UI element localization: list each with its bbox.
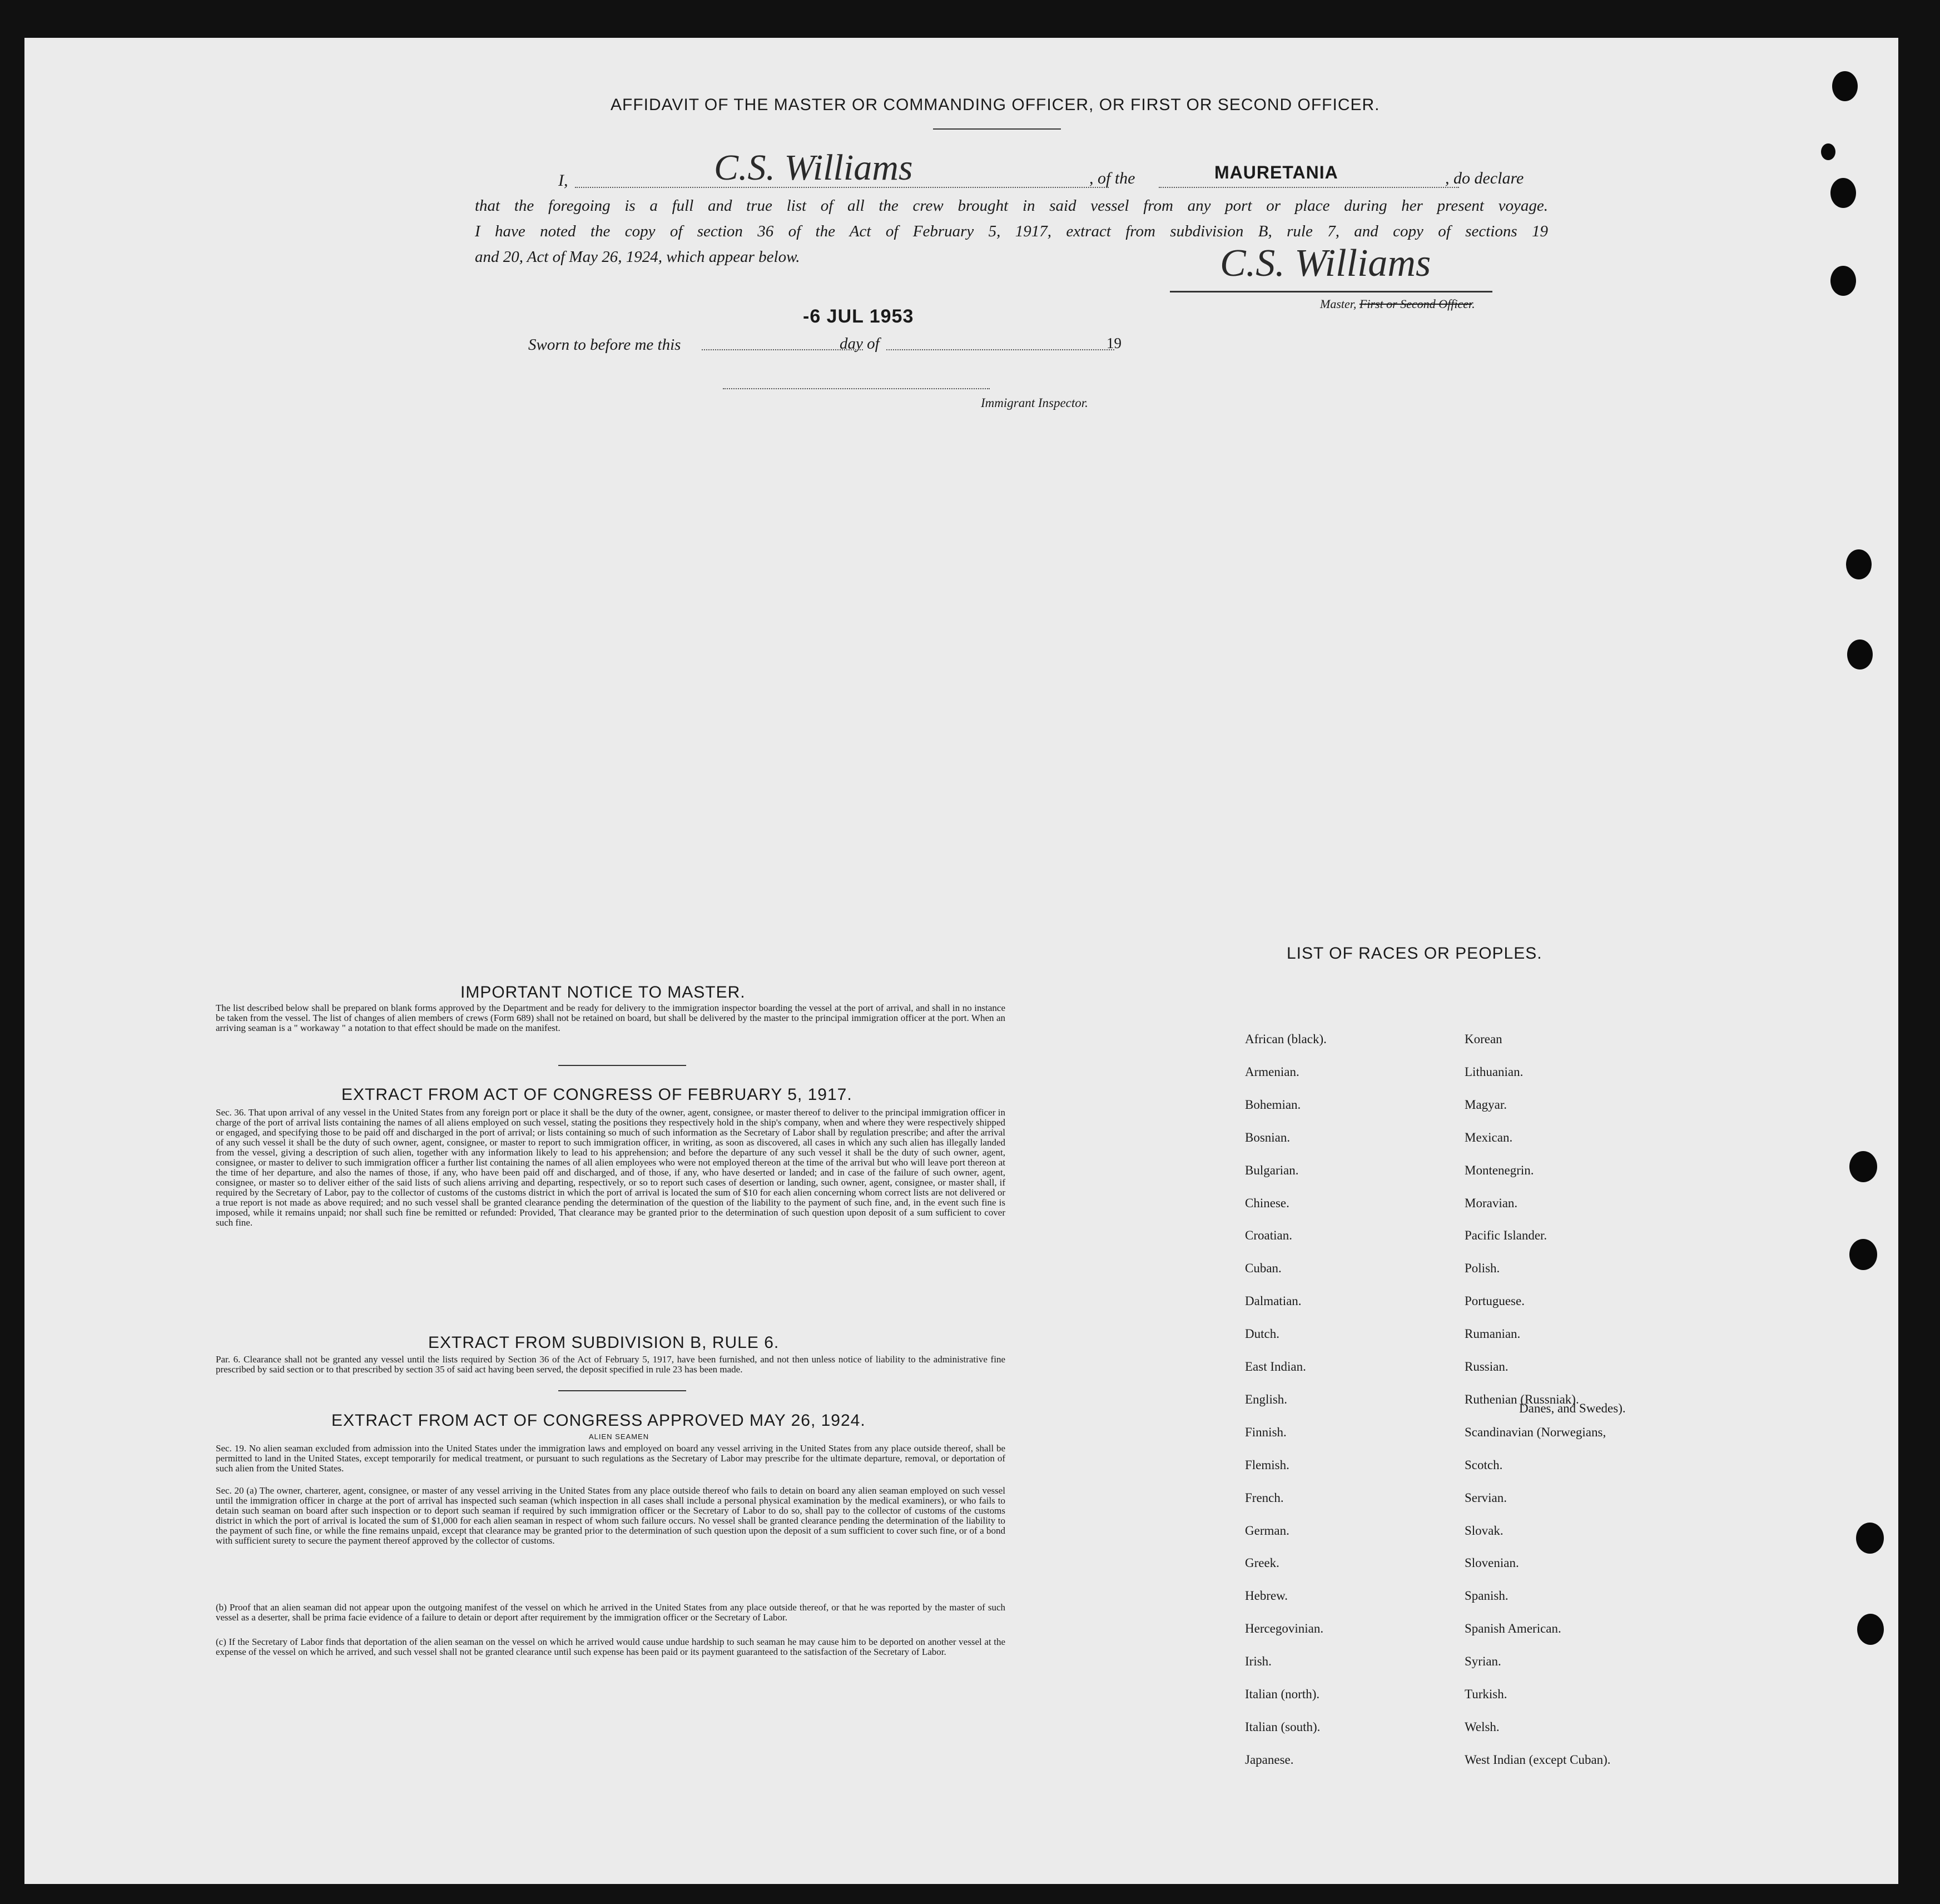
- signature-line: [1170, 291, 1492, 292]
- master-label-end: .: [1472, 297, 1475, 311]
- race-item: Portuguese.: [1465, 1294, 1525, 1308]
- affidavit-title: AFFIDAVIT OF THE MASTER OR COMMANDING OFFICER, OR FIRST OR SECOND OFFICER.: [611, 96, 1380, 114]
- punch-hole: [1832, 71, 1858, 101]
- race-item: Syrian.: [1465, 1654, 1501, 1668]
- date-stamp: -6 JUL 1953: [803, 306, 914, 327]
- race-item: Croatian.: [1245, 1228, 1292, 1242]
- section-20a-text: Sec. 20 (a) The owner, charterer, agent, consignee, or master of any vessel arriving in the United States from any place outside thereof who fails to detain on board any alien seaman employed on such vessel until the immigration officer in charge at the port of arrival has inspected such seaman (which inspection in all cases shall include a personal physical examination by the medical examiners), or who fails to detain such seaman on board after such inspection or to deport such seaman if required by such immigration officer or the Secretary of Labor to do so, shall pay to the collector of customs of the customs district in which the port of arrival is located the sum of $1,000 for each alien seaman in respect of whom such failure occurs. No vessel shall be granted clearance pending the determination of the liability to the payment of such fine, or while the fine remains unpaid, except that clearance may be granted prior to the determination of such question upon the deposit of a sum sufficient to cover such fine, or of a bond with sufficient surety to secure the payment thereof approved by the collector of customs.: [216, 1485, 1005, 1546]
- punch-hole: [1821, 143, 1835, 160]
- section-20b-text: (b) Proof that an alien seaman did not appear upon the outgoing manifest of the vessel on which he arrived in the United States from any place outside thereof, or that he was reported by the master of such vessel as a deserter, shall be prima facie evidence of a failure to detain or deport after requirement by the immigration officer or the Secretary of Labor.: [216, 1602, 1005, 1623]
- month-line: [886, 349, 1114, 350]
- race-item: Lithuanian.: [1465, 1065, 1524, 1079]
- race-item: Spanish.: [1465, 1589, 1509, 1603]
- punch-hole: [1846, 549, 1872, 579]
- master-signature: C.S. Williams: [1220, 242, 1431, 285]
- race-item: Italian (south).: [1245, 1720, 1321, 1734]
- inspector-line: [723, 388, 990, 389]
- races-title: LIST OF RACES OR PEOPLES.: [1287, 944, 1542, 963]
- race-item: Scotch.: [1465, 1458, 1503, 1472]
- race-item: Scandinavian (Norwegians,: [1465, 1425, 1606, 1439]
- race-item: Armenian.: [1245, 1065, 1299, 1079]
- do-declare-label: , do declare: [1445, 169, 1524, 187]
- punch-hole: [1849, 1151, 1877, 1182]
- race-item: Finnish.: [1245, 1425, 1287, 1439]
- race-item: Italian (north).: [1245, 1687, 1320, 1701]
- race-item: Hercegovinian.: [1245, 1622, 1324, 1635]
- race-item: Magyar.: [1465, 1098, 1507, 1112]
- race-item: Greek.: [1245, 1556, 1279, 1570]
- master-label: Master,: [1320, 297, 1357, 311]
- race-item: Moravian.: [1465, 1196, 1518, 1210]
- sworn-day-line: [702, 349, 863, 350]
- section-20c-text: (c) If the Secretary of Labor finds that deportation of the alien seaman on the vessel on which he arrived would cause undue hardship to such seaman he may cause him to be deported on another vessel at the expense of the vessel on which he arrived, and such vessel shall not be granted clearance until such expense has been paid or its payment guaranteed to the satisfaction of the Secretary of Labor.: [216, 1637, 1005, 1657]
- race-item: Welsh.: [1465, 1720, 1500, 1734]
- year-prefix: 19: [1107, 335, 1122, 351]
- race-item: Cuban.: [1245, 1261, 1282, 1275]
- race-item: Slovak.: [1465, 1524, 1504, 1538]
- declarant-label: I,: [558, 171, 568, 190]
- section-19-text: Sec. 19. No alien seaman excluded from admission into the United States under the immigration laws and employed on board any vessel arriving in the United States from any place outside thereof, shall be permitted to land in the United States, except temporarily for medical treatment, or pursuant to such regulations as the Secretary of Labor may prescribe for the ultimate departure, removal, or deportation of such alien from the United States.: [216, 1443, 1005, 1474]
- day-of-label: day of: [840, 335, 880, 353]
- struck-officer-label: First or Second Officer: [1359, 297, 1472, 311]
- subdivision-b-text: Par. 6. Clearance shall not be granted any vessel until the lists required by Section 36 of the Act of February 5, 1917, have been furnished, and not then unless notice of liability to the administrative fine prescribed by said section or to that prescribed by section 35 of said act having been served, the deposit specified in rule 23 has been made.: [216, 1354, 1005, 1375]
- race-item: Flemish.: [1245, 1458, 1289, 1472]
- race-item: Hebrew.: [1245, 1589, 1288, 1603]
- punch-hole: [1857, 1614, 1884, 1645]
- divider: [558, 1065, 686, 1066]
- race-item-continued: Danes, and Swedes).: [1519, 1401, 1626, 1415]
- race-item: French.: [1245, 1491, 1284, 1505]
- race-item: Irish.: [1245, 1654, 1272, 1668]
- subdivision-b-title: EXTRACT FROM SUBDIVISION B, RULE 6.: [428, 1333, 780, 1352]
- notice-text: The list described below shall be prepared on blank forms approved by the Department and be ready for delivery to the immigration inspector boarding the vessel at the port of arrival, and shall in no instance be taken from the vessel. The list of changes of alien members of crews (Form 689) shall not be retained on board, but shall be delivered by the master to the principal immigration officer at the port. When an arriving seaman is a " workaway " a notation to that effect should be made on the manifest.: [216, 1003, 1005, 1033]
- race-item: English.: [1245, 1392, 1288, 1406]
- declarant-signature: C.S. Williams: [714, 147, 913, 188]
- divider: [558, 1390, 686, 1391]
- extract-1917-title: EXTRACT FROM ACT OF CONGRESS OF FEBRUARY 5, 1917.: [341, 1085, 852, 1104]
- punch-hole: [1856, 1523, 1884, 1554]
- sworn-label: Sworn to before me this: [528, 336, 681, 354]
- race-item: Chinese.: [1245, 1196, 1289, 1210]
- vessel-name: MAURETANIA: [1214, 162, 1338, 182]
- race-item: West Indian (except Cuban).: [1465, 1753, 1611, 1767]
- punch-hole: [1849, 1239, 1877, 1270]
- divider: [933, 128, 1061, 130]
- race-item: Russian.: [1465, 1360, 1509, 1374]
- race-item: Korean: [1465, 1032, 1502, 1046]
- race-item: Ruthenian (Russniak).: [1465, 1392, 1579, 1406]
- race-item: African (black).: [1245, 1032, 1327, 1046]
- race-item: Dutch.: [1245, 1327, 1279, 1341]
- document-page: [24, 38, 1898, 1884]
- inspector-label: Immigrant Inspector.: [981, 396, 1088, 410]
- vessel-line: [1159, 187, 1459, 188]
- extract-1917-text: Sec. 36. That upon arrival of any vessel in the United States from any foreign port or place it shall be the duty of the owner, agent, consignee, or master thereof to deliver to the principal immigration officer in charge of the port of arrival lists containing the names of all aliens employed on such vessel, stating the positions they respectively hold in the ship's company, when and where they were respectively shipped or engaged, and specifying those to be paid off and discharged in the port of arrival; or lists containing so much of such information as the Secretary of Labor shall by regulation prescribe; and after the arrival of any such vessel it shall be the duty of such owner, agent, consignee, or master to report to such immigration officer, in writing, as soon as discovered, all cases in which any such alien has illegally landed from the vessel, giving a description of such alien, together with any information likely to lead to his apprehension; and before the departure of any such vessel it shall be the duty of such owner, agent, consignee, or master to deliver to such immigration officer a further list containing the names of all alien employees who were not employed thereon at the time of the arrival but who will leave port thereon at the time of her departure, and also the names of those, if any, who have been paid off and discharged, and of those, if any, who have deserted or landed; and in case of the failure of such owner, agent, consignee, or master so to deliver either of the said lists of such aliens arriving and departing, respectively, or so to report such cases of desertion or landing, such owner, agent, consignee, or master shall, if required by the Secretary of Labor, pay to the collector of customs of the customs district in which the port of arrival is located the sum of $10 for each alien concerning whom correct lists are not delivered or a true report is not made as above required; and no such vessel shall be granted clearance pending the determination of the question of the liability to the payment of such fine, and, in the event such fine is imposed, while it remains unpaid; nor shall such fine be remitted or refunded: Provided, That clearance may be granted prior to the determination of such question upon deposit of a sum sufficient to cover such fine.: [216, 1107, 1005, 1228]
- race-item: Turkish.: [1465, 1687, 1507, 1701]
- race-item: Japanese.: [1245, 1753, 1294, 1767]
- race-item: Pacific Islander.: [1465, 1228, 1547, 1242]
- race-item: Bosnian.: [1245, 1130, 1291, 1144]
- extract-1924-title: EXTRACT FROM ACT OF CONGRESS APPROVED MAY 26, 1924.: [331, 1411, 866, 1430]
- race-item: Bulgarian.: [1245, 1163, 1299, 1177]
- master-label-row: [1320, 297, 1475, 311]
- of-the-label: , of the: [1089, 169, 1135, 187]
- race-item: German.: [1245, 1524, 1289, 1538]
- race-item: Rumanian.: [1465, 1327, 1521, 1341]
- race-item: Polish.: [1465, 1261, 1500, 1275]
- punch-hole: [1830, 266, 1856, 296]
- race-item: East Indian.: [1245, 1360, 1306, 1374]
- punch-hole: [1830, 178, 1856, 208]
- race-item: Montenegrin.: [1465, 1163, 1534, 1177]
- race-item: Servian.: [1465, 1491, 1507, 1505]
- affidavit-line-2: I have noted the copy of section 36 of the Act of February 5, 1917, extract from subdivision B, rule 7, and copy of sections 19: [475, 222, 1548, 240]
- race-item: Spanish American.: [1465, 1622, 1561, 1635]
- affidavit-line-1: that the foregoing is a full and true list of all the crew brought in said vessel from any port or place during her present voyage.: [475, 197, 1548, 215]
- alien-seamen-subtitle: ALIEN SEAMEN: [589, 1432, 649, 1441]
- affidavit-line-3: and 20, Act of May 26, 1924, which appear below.: [475, 248, 800, 266]
- race-item: Dalmatian.: [1245, 1294, 1302, 1308]
- punch-hole: [1847, 639, 1873, 670]
- race-item: Bohemian.: [1245, 1098, 1301, 1112]
- race-item: Slovenian.: [1465, 1556, 1519, 1570]
- notice-title: IMPORTANT NOTICE TO MASTER.: [460, 983, 746, 1001]
- race-item: Mexican.: [1465, 1130, 1513, 1144]
